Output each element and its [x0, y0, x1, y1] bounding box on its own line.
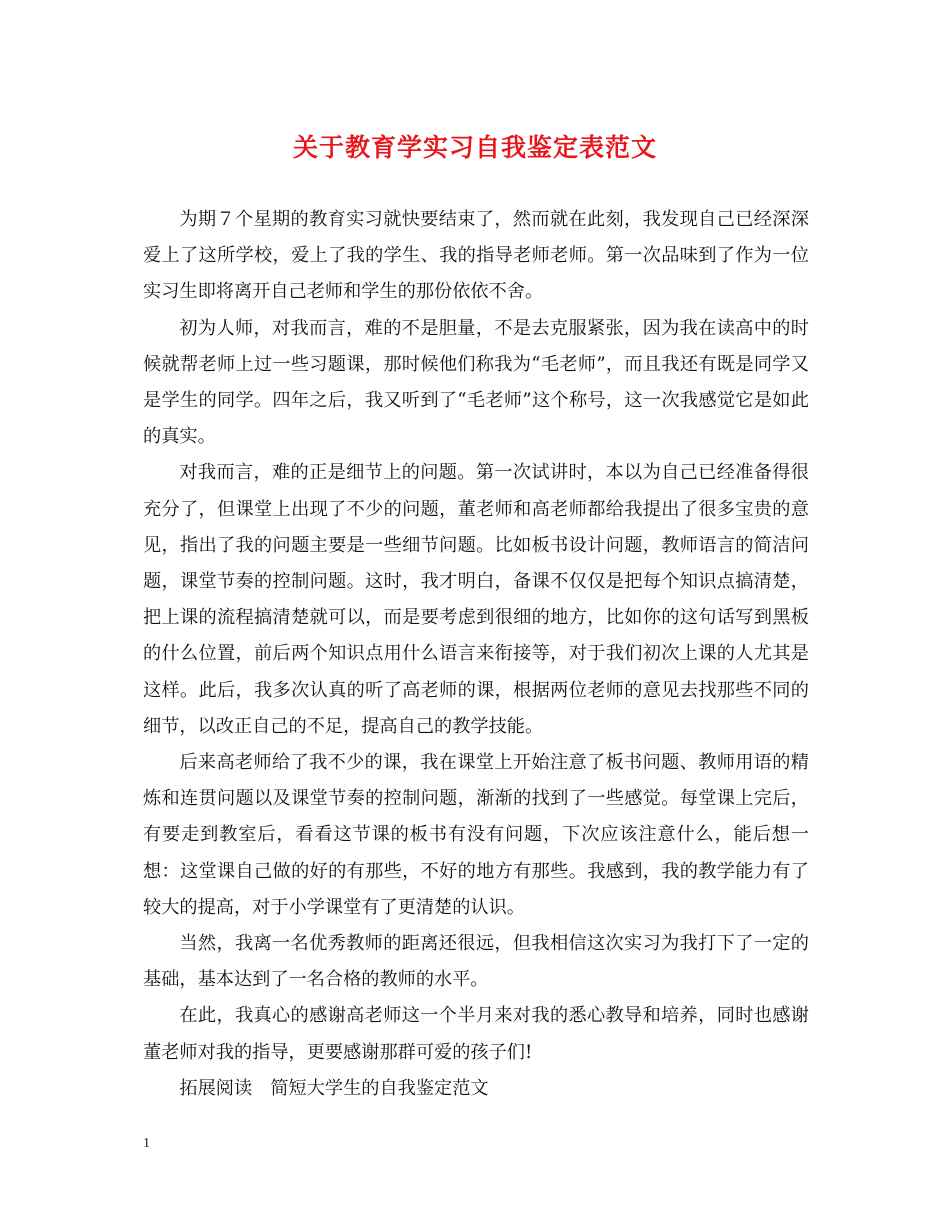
- document-body: [143, 202, 809, 1107]
- document-title: 关于教育学实习自我鉴定表范文: [292, 133, 657, 162]
- extension-reading-label: 拓展阅读 简短大学生的自我鉴定范文: [179, 1077, 489, 1099]
- paragraph-2: 初为人师，对我而言，难的不是胆量，不是去克服紧张，因为我在读高中的时候就帮老师上过一些习题课，那时候他们称我为“毛老师”，而且我还有既是同学又是学生的同学。四年之后，我又听到了“毛老师”这个称号，这一次我感觉它是如此的真实。: [143, 317, 809, 448]
- paragraph-3: 对我而言，难的正是细节上的问题。第一次试讲时，本以为自己已经准备得很充分了，但课堂上出现了不少的问题，董老师和高老师都给我提出了很多宝贵的意见，指出了我的问题主要是一些细节问题。比如板书设计问题，教师语言的简洁问题，课堂节奏的控制问题。这时，我才明白，备课不仅仅是把每个知识点搞清楚，把上课的流程搞清楚就可以，而是要考虑到很细的地方，比如你的这句话写到黑板的什么位置，前后两个知识点用什么语言来衔接等，对于我们初次上课的人尤其是这样。此后，我多次认真的听了高老师的课，根据两位老师的意见去找那些不同的细节，以改正自己的不足，提高自己的教学技能。: [143, 462, 809, 737]
- paragraph-6: 在此，我真心的感谢高老师这一个半月来对我的悉心教导和培养，同时也感谢董老师对我的指导，更要感谢那群可爱的孩子们!: [143, 1005, 809, 1063]
- paragraph-4: 后来高老师给了我不少的课，我在课堂上开始注意了板书问题、教师用语的精炼和连贯问题以及课堂节奏的控制问题，渐渐的找到了一些感觉。每堂课上完后，有要走到教室后，看看这节课的板书有没有问题，下次应该注意什么，能后想一想：这堂课自己做的好的有那些，不好的地方有那些。我感到，我的教学能力有了较大的提高，对于小学课堂有了更清楚的认识。: [143, 752, 809, 918]
- paragraph-5: 当然，我离一名优秀教师的距离还很远，但我相信这次实习为我打下了一定的基础，基本达到了一名合格的教师的水平。: [143, 933, 809, 991]
- paragraph-1: 为期７个星期的教育实习就快要结束了，然而就在此刻，我发现自己已经深深爱上了这所学校，爱上了我的学生、我的指导老师老师。第一次品味到了作为一位实习生即将离开自己老师和学生的那份依依不舍。: [143, 209, 809, 303]
- page-number: 1: [143, 1136, 150, 1151]
